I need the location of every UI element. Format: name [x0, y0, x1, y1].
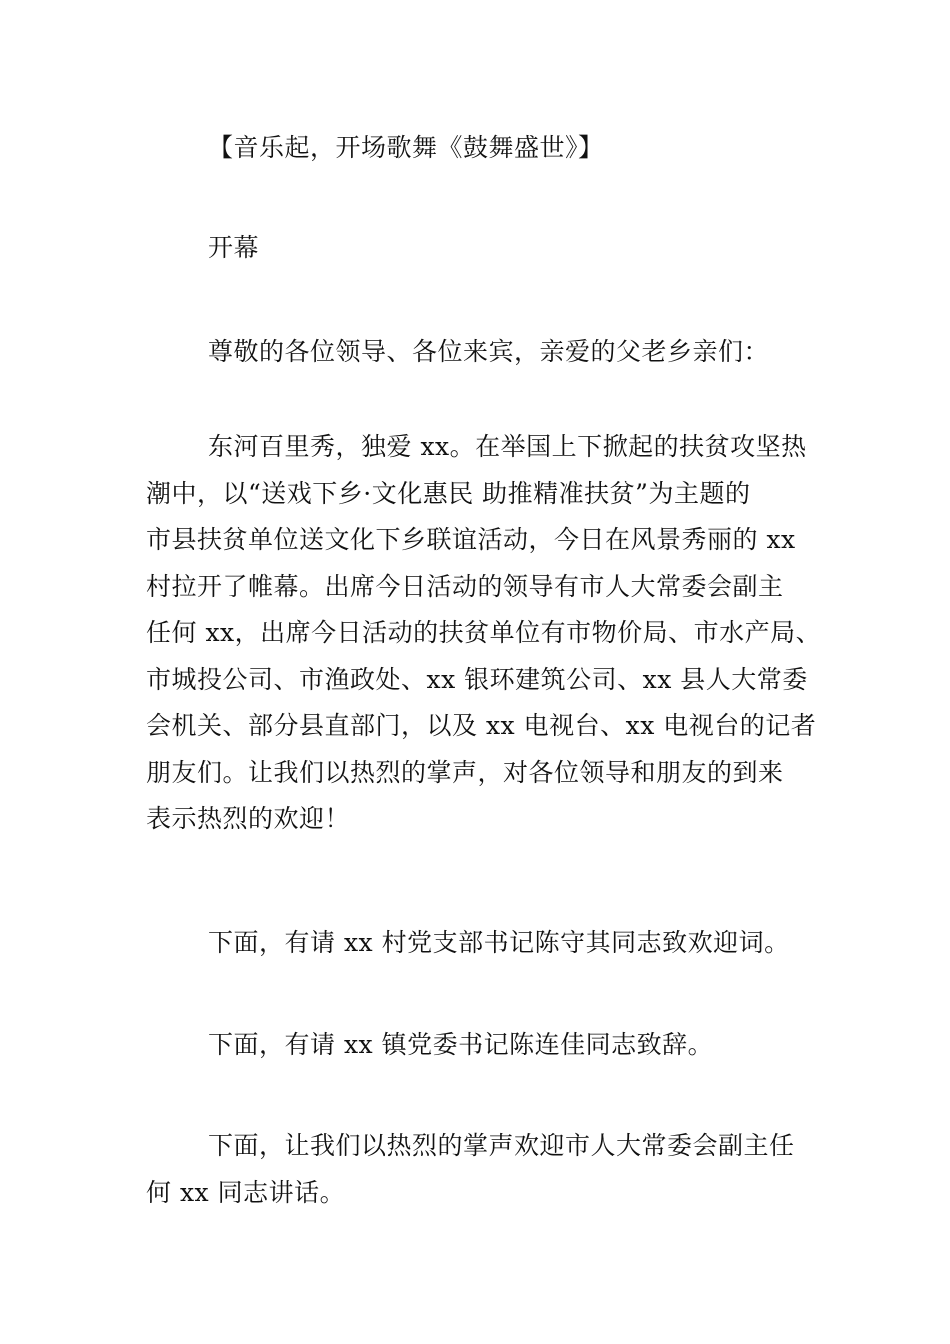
opening-speech-paragraph: [146, 424, 822, 843]
text-line: 任何 xx，出席今日活动的扶贫单位有市物价局、市水产局、: [146, 618, 822, 647]
text-line: 会机关、部分县直部门，以及 xx 电视台、xx 电视台的记者: [146, 711, 817, 740]
text-line: 潮中，以“送戏下乡·文化惠民 助推精准扶贫”为主题的: [146, 478, 751, 508]
text-line: 朋友们。让我们以热烈的掌声，对各位领导和朋友的到来: [146, 757, 784, 787]
text-line: 开幕: [208, 233, 260, 262]
text-line: 下面，有请 xx 村党支部书记陈守其同志致欢迎词。: [208, 928, 790, 957]
text-line: 尊敬的各位领导、各位来宾，亲爱的父老乡亲们：: [208, 337, 770, 366]
vice-director-invitation-paragraph: [146, 1123, 810, 1216]
text-line: 表示热烈的欢迎！: [146, 804, 351, 833]
text-line: 村拉开了帷幕。出席今日活动的领导有市人大常委会副主: [146, 571, 784, 601]
text-line: 【音乐起，开场歌舞《鼓舞盛世》】: [208, 133, 604, 162]
text-line: 下面，有请 xx 镇党委书记陈连佳同志致辞。: [208, 1030, 714, 1059]
welcome-speech-invitation-paragraph: [146, 920, 810, 967]
text-line: 下面，让我们以热烈的掌声欢迎市人大常委会副主任: [208, 1131, 795, 1160]
town-secretary-invitation-paragraph: [146, 1022, 810, 1069]
text-line: 东河百里秀，独爱 xx。在举国上下掀起的扶贫攻坚热: [208, 432, 807, 461]
text-line: 市城投公司、市渔政处、xx 银环建筑公司、xx 县人大常委: [146, 664, 808, 694]
text-line: 何 xx 同志讲话。: [146, 1177, 346, 1207]
greeting-paragraph: [146, 329, 810, 376]
text-line: 市县扶贫单位送文化下乡联谊活动，今日在风景秀丽的 xx: [146, 525, 796, 554]
stage-direction-paragraph: [146, 125, 810, 172]
section-heading-opening: [146, 225, 810, 272]
